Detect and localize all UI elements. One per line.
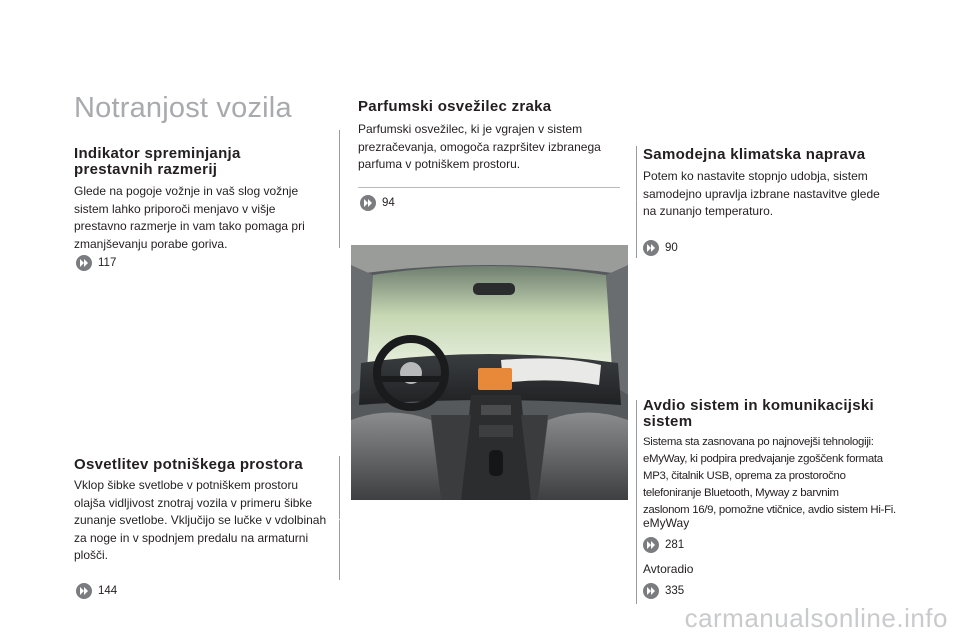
climate-heading: Samodejna klimatska naprava <box>643 146 866 163</box>
text-line: na zunanjo temperaturo. <box>643 204 774 218</box>
text-line: Glede na pogoje vožnje in vaš slog vožnje <box>74 184 299 198</box>
page-ref-number: 94 <box>382 197 395 209</box>
audio-heading-line1: Avdio sistem in komunikacijski <box>643 397 875 414</box>
text-line: prestavno razmerje in vam tako pomaga pri <box>74 219 305 233</box>
text-line: parfuma v potniškem prostoru. <box>358 157 521 171</box>
text-line: zaslonom 16/9, pomožne vtičnice, avdio sistem Hi-Fi. <box>643 504 896 516</box>
page-ref-number: 335 <box>665 585 685 597</box>
text-line: samodejno upravlja izbrane nastavitve glede <box>643 186 880 201</box>
page-ref-number: 117 <box>98 257 117 269</box>
page-title: Notranjost vozila <box>74 92 292 124</box>
text-line: olajša vidljivost znotraj vozila v primeru šibke <box>74 495 313 510</box>
text-line: za noge in v spodnjem predalu na armaturni <box>74 530 309 545</box>
car-interior-image <box>351 245 628 500</box>
text-line: telefoniranje Bluetooth, Myway z barvnim <box>643 487 839 499</box>
text-line: Vklop šibke svetlobe v potniškem prostoru <box>74 478 299 492</box>
text-line: zunanje svetlobe. Vključijo se lučke v vdolbinah <box>74 513 327 527</box>
text-line: eMyWay, ki podpira predvajanje zgoščenk formata <box>643 453 883 465</box>
screen-highlight <box>478 368 512 390</box>
emyway-label: eMyWay <box>643 516 690 530</box>
text-line: MP3, čitalnik USB, oprema za prostoročno <box>643 470 846 482</box>
page-ref-number: 90 <box>665 242 678 254</box>
page-ref-number: 144 <box>98 585 118 597</box>
audio-heading-line2: sistem <box>643 413 693 430</box>
air-freshener-heading: Parfumski osvežilec zraka <box>358 98 552 115</box>
text-line: plošči. <box>74 548 109 562</box>
gear-indicator-heading-line1: Indikator spreminjanja <box>74 145 241 162</box>
watermark: carmanualsonline.info <box>684 603 948 633</box>
text-line: Sistema sta zasnovana po najnovejši tehnologiji: <box>643 436 874 448</box>
text-line: sistem lahko priporoči menjavo v višje <box>74 201 276 216</box>
text-line: Potem ko nastavite stopnjo udobja, sistem <box>643 169 868 183</box>
text-line: prezračevanja, omogoča razpršitev izbranega <box>358 139 601 154</box>
avtoradio-label: Avtoradio <box>643 562 694 576</box>
text-line: Parfumski osvežilec, ki je vgrajen v sistem <box>358 122 583 136</box>
page-ref-number: 281 <box>665 539 685 551</box>
lighting-heading: Osvetlitev potniškega prostora <box>74 456 304 473</box>
text-line: zmanjševanju porabe goriva. <box>74 236 228 251</box>
gear-indicator-heading-line2: prestavnih razmerij <box>74 161 218 178</box>
